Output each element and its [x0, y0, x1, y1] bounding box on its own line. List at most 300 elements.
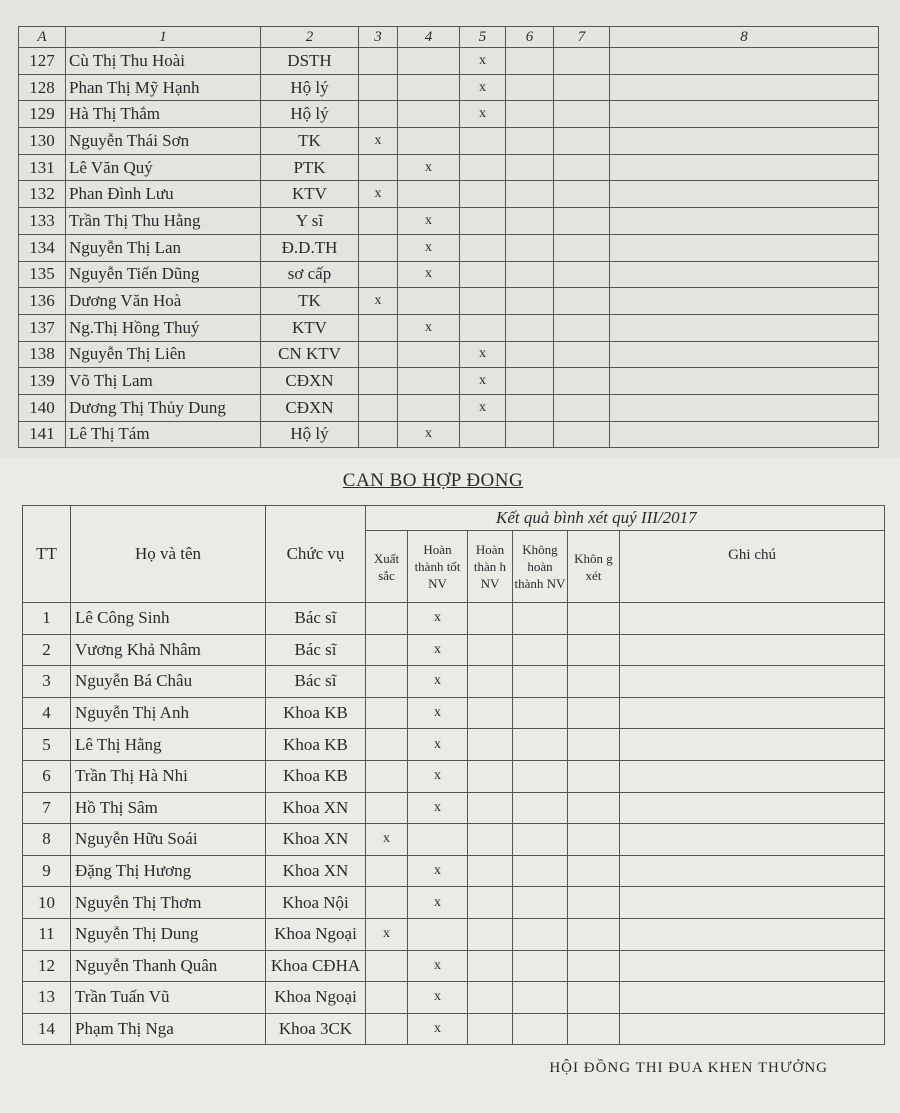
- col-header: 6: [506, 27, 554, 48]
- col6-cell: [506, 74, 554, 101]
- staff-name: Dương Văn Hoà: [66, 288, 261, 315]
- table-row: [23, 824, 885, 856]
- note-cell: [620, 887, 885, 919]
- good-mark: x: [408, 634, 468, 666]
- col3-mark: [359, 314, 398, 341]
- staff-position: KTV: [261, 314, 359, 341]
- row-number: 133: [19, 208, 66, 235]
- row-number: 129: [19, 101, 66, 128]
- good-mark: x: [408, 760, 468, 792]
- staff-position: Khoa Ngoại: [266, 918, 366, 950]
- table-row: [19, 128, 879, 155]
- col-header: 4: [398, 27, 460, 48]
- staff-position: Khoa KB: [266, 729, 366, 761]
- staff-position: Khoa Nội: [266, 887, 366, 919]
- col7-cell: [554, 234, 610, 261]
- table-row: [19, 341, 879, 368]
- staff-position: PTK: [261, 154, 359, 181]
- excellent-mark: [366, 950, 408, 982]
- col6-cell: [506, 101, 554, 128]
- excellent-mark: [366, 855, 408, 887]
- table-row: [19, 48, 879, 75]
- row-number: 9: [23, 855, 71, 887]
- col4-mark: [398, 181, 460, 208]
- table-row: [23, 760, 885, 792]
- col-header: 7: [554, 27, 610, 48]
- staff-position: DSTH: [261, 48, 359, 75]
- council-signature: HỘI ĐỒNG THI ĐUA KHEN THƯỞNG: [549, 1060, 828, 1076]
- col3-mark: x: [359, 128, 398, 155]
- good-mark: x: [408, 729, 468, 761]
- staff-name: Nguyễn Tiến Dũng: [66, 261, 261, 288]
- not-rated-header: Khôn g xét: [568, 531, 620, 603]
- col3-mark: [359, 394, 398, 421]
- col6-cell: [506, 421, 554, 448]
- col-header: 1: [66, 27, 261, 48]
- staff-name: Đặng Thị Hương: [71, 855, 266, 887]
- complete-cell: [468, 918, 513, 950]
- table-row: [19, 208, 879, 235]
- row-number: 132: [19, 181, 66, 208]
- tt-header: TT: [23, 506, 71, 603]
- staff-name: Trần Thị Hà Nhi: [71, 760, 266, 792]
- staff-table-continued: [18, 26, 879, 448]
- note-cell: [620, 666, 885, 698]
- col4-mark: x: [398, 261, 460, 288]
- staff-position: Khoa 3CK: [266, 1013, 366, 1045]
- note-cell: [620, 918, 885, 950]
- col7-cell: [554, 341, 610, 368]
- col8-cell: [610, 341, 879, 368]
- staff-name: Ng.Thị Hồng Thuý: [66, 314, 261, 341]
- row-number: 3: [23, 666, 71, 698]
- staff-name: Nguyễn Thị Liên: [66, 341, 261, 368]
- note-cell: [620, 760, 885, 792]
- col3-mark: [359, 101, 398, 128]
- col4-mark: x: [398, 208, 460, 235]
- row-number: 134: [19, 234, 66, 261]
- staff-name: Lê Thị Tám: [66, 421, 261, 448]
- column-number-row: [19, 27, 879, 48]
- col3-mark: [359, 154, 398, 181]
- table-row: [23, 887, 885, 919]
- row-number: 10: [23, 887, 71, 919]
- note-cell: [620, 697, 885, 729]
- col4-mark: [398, 288, 460, 315]
- col8-cell: [610, 368, 879, 395]
- complete-cell: [468, 760, 513, 792]
- note-cell: [620, 603, 885, 635]
- staff-position: Khoa Ngoại: [266, 982, 366, 1014]
- row-number: 135: [19, 261, 66, 288]
- staff-name: Phan Đình Lưu: [66, 181, 261, 208]
- staff-position: Bác sĩ: [266, 634, 366, 666]
- good-mark: x: [408, 792, 468, 824]
- excellent-mark: [366, 1013, 408, 1045]
- incomplete-cell: [513, 697, 568, 729]
- col3-mark: [359, 341, 398, 368]
- col7-cell: [554, 394, 610, 421]
- col4-mark: x: [398, 234, 460, 261]
- excellent-mark: [366, 634, 408, 666]
- row-number: 131: [19, 154, 66, 181]
- col3-mark: x: [359, 181, 398, 208]
- note-cell: [620, 950, 885, 982]
- row-number: 139: [19, 368, 66, 395]
- excellent-mark: [366, 729, 408, 761]
- section-title: [0, 470, 866, 492]
- table-row: [19, 394, 879, 421]
- rating-group-header: Kết quả bình xét quý III/2017: [366, 506, 885, 531]
- incomplete-cell: [513, 792, 568, 824]
- table-row: [23, 918, 885, 950]
- row-number: 5: [23, 729, 71, 761]
- excellent-mark: [366, 760, 408, 792]
- not-rated-cell: [568, 918, 620, 950]
- col8-cell: [610, 101, 879, 128]
- col4-mark: [398, 341, 460, 368]
- excellent-mark: [366, 603, 408, 635]
- col5-mark: x: [460, 101, 506, 128]
- excellent-mark: x: [366, 918, 408, 950]
- col8-cell: [610, 234, 879, 261]
- table-row: [19, 234, 879, 261]
- col7-cell: [554, 101, 610, 128]
- col7-cell: [554, 208, 610, 235]
- complete-cell: [468, 634, 513, 666]
- note-cell: [620, 982, 885, 1014]
- staff-name: Nguyễn Thị Anh: [71, 697, 266, 729]
- excellent-mark: [366, 887, 408, 919]
- table-row: [23, 855, 885, 887]
- staff-position: CĐXN: [261, 394, 359, 421]
- good-mark: [408, 824, 468, 856]
- complete-cell: [468, 982, 513, 1014]
- note-cell: [620, 792, 885, 824]
- col8-cell: [610, 154, 879, 181]
- good-header: Hoàn thành tốt NV: [408, 531, 468, 603]
- note-cell: [620, 729, 885, 761]
- complete-cell: [468, 950, 513, 982]
- staff-name: Trần Tuấn Vũ: [71, 982, 266, 1014]
- staff-position: Bác sĩ: [266, 603, 366, 635]
- staff-name: Trần Thị Thu Hằng: [66, 208, 261, 235]
- note-cell: [620, 855, 885, 887]
- staff-name: Nguyễn Hữu Soái: [71, 824, 266, 856]
- staff-name: Vương Khả Nhâm: [71, 634, 266, 666]
- staff-position: CĐXN: [261, 368, 359, 395]
- good-mark: x: [408, 950, 468, 982]
- incomplete-cell: [513, 950, 568, 982]
- col8-cell: [610, 208, 879, 235]
- col7-cell: [554, 181, 610, 208]
- col8-cell: [610, 394, 879, 421]
- col3-mark: x: [359, 288, 398, 315]
- not-rated-cell: [568, 634, 620, 666]
- staff-position: CN KTV: [261, 341, 359, 368]
- name-header: Họ và tên: [71, 506, 266, 603]
- not-rated-cell: [568, 666, 620, 698]
- incomplete-cell: [513, 666, 568, 698]
- staff-position: Hộ lý: [261, 101, 359, 128]
- not-rated-cell: [568, 697, 620, 729]
- staff-position: sơ cấp: [261, 261, 359, 288]
- col6-cell: [506, 288, 554, 315]
- staff-position: Bác sĩ: [266, 666, 366, 698]
- col5-mark: [460, 181, 506, 208]
- col7-cell: [554, 421, 610, 448]
- note-cell: [620, 1013, 885, 1045]
- col8-cell: [610, 314, 879, 341]
- staff-position: TK: [261, 128, 359, 155]
- table-row: [19, 314, 879, 341]
- col-header: 2: [261, 27, 359, 48]
- col3-mark: [359, 368, 398, 395]
- col5-mark: [460, 288, 506, 315]
- note-cell: [620, 824, 885, 856]
- col4-mark: x: [398, 314, 460, 341]
- incomplete-cell: [513, 729, 568, 761]
- col7-cell: [554, 74, 610, 101]
- note-cell: [620, 634, 885, 666]
- staff-position: TK: [261, 288, 359, 315]
- staff-position: Khoa XN: [266, 855, 366, 887]
- good-mark: x: [408, 1013, 468, 1045]
- complete-cell: [468, 666, 513, 698]
- col5-mark: [460, 234, 506, 261]
- complete-cell: [468, 887, 513, 919]
- row-number: 7: [23, 792, 71, 824]
- col5-mark: [460, 314, 506, 341]
- excellent-mark: [366, 666, 408, 698]
- table-row: [19, 368, 879, 395]
- table-row: [19, 74, 879, 101]
- staff-position: KTV: [261, 181, 359, 208]
- col5-mark: x: [460, 48, 506, 75]
- col4-mark: [398, 48, 460, 75]
- col3-mark: [359, 261, 398, 288]
- col8-cell: [610, 74, 879, 101]
- complete-cell: [468, 824, 513, 856]
- col6-cell: [506, 48, 554, 75]
- staff-position: Y sĩ: [261, 208, 359, 235]
- staff-position: Khoa CĐHA: [266, 950, 366, 982]
- col-header: 3: [359, 27, 398, 48]
- not-rated-cell: [568, 760, 620, 792]
- staff-position: Khoa KB: [266, 697, 366, 729]
- excellent-header: Xuất sắc: [366, 531, 408, 603]
- table-row: [23, 1013, 885, 1045]
- col5-mark: [460, 208, 506, 235]
- col-header: 5: [460, 27, 506, 48]
- good-mark: x: [408, 855, 468, 887]
- col7-cell: [554, 314, 610, 341]
- table-row: [19, 101, 879, 128]
- row-number: 137: [19, 314, 66, 341]
- col6-cell: [506, 394, 554, 421]
- col-header: 8: [610, 27, 879, 48]
- col8-cell: [610, 261, 879, 288]
- table-row: [19, 181, 879, 208]
- incomplete-cell: [513, 918, 568, 950]
- col5-mark: [460, 154, 506, 181]
- good-mark: x: [408, 982, 468, 1014]
- row-number: 130: [19, 128, 66, 155]
- not-rated-cell: [568, 603, 620, 635]
- col6-cell: [506, 368, 554, 395]
- staff-name: Lê Công Sinh: [71, 603, 266, 635]
- table-row: [23, 666, 885, 698]
- staff-position: Khoa XN: [266, 824, 366, 856]
- table-row: [23, 792, 885, 824]
- staff-name: Nguyễn Thị Thơm: [71, 887, 266, 919]
- complete-cell: [468, 792, 513, 824]
- incomplete-cell: [513, 887, 568, 919]
- col4-mark: x: [398, 154, 460, 181]
- col5-mark: x: [460, 74, 506, 101]
- col7-cell: [554, 261, 610, 288]
- not-rated-cell: [568, 982, 620, 1014]
- col-header: A: [19, 27, 66, 48]
- table-row: [23, 603, 885, 635]
- row-number: 11: [23, 918, 71, 950]
- good-mark: x: [408, 666, 468, 698]
- staff-name: Nguyễn Thị Lan: [66, 234, 261, 261]
- table-row: [23, 697, 885, 729]
- excellent-mark: [366, 982, 408, 1014]
- position-header: Chức vụ: [266, 506, 366, 603]
- col5-mark: x: [460, 394, 506, 421]
- col3-mark: [359, 421, 398, 448]
- excellent-mark: [366, 697, 408, 729]
- staff-name: Nguyễn Thanh Quân: [71, 950, 266, 982]
- row-number: 13: [23, 982, 71, 1014]
- incomplete-cell: [513, 760, 568, 792]
- col8-cell: [610, 288, 879, 315]
- col6-cell: [506, 208, 554, 235]
- staff-name: Nguyễn Thái Sơn: [66, 128, 261, 155]
- staff-name: Hà Thị Thắm: [66, 101, 261, 128]
- col3-mark: [359, 48, 398, 75]
- col7-cell: [554, 128, 610, 155]
- col6-cell: [506, 341, 554, 368]
- staff-position: Khoa KB: [266, 760, 366, 792]
- not-rated-cell: [568, 855, 620, 887]
- incomplete-cell: [513, 982, 568, 1014]
- complete-cell: [468, 697, 513, 729]
- excellent-mark: [366, 792, 408, 824]
- excellent-mark: x: [366, 824, 408, 856]
- row-number: 14: [23, 1013, 71, 1045]
- col7-cell: [554, 288, 610, 315]
- not-rated-cell: [568, 950, 620, 982]
- not-rated-cell: [568, 729, 620, 761]
- col7-cell: [554, 48, 610, 75]
- table-row: [23, 982, 885, 1014]
- staff-name: Nguyễn Bá Châu: [71, 666, 266, 698]
- header-row-1: [23, 506, 885, 531]
- complete-cell: [468, 1013, 513, 1045]
- col8-cell: [610, 128, 879, 155]
- staff-name: Dương Thị Thủy Dung: [66, 394, 261, 421]
- row-number: 141: [19, 421, 66, 448]
- staff-name: Phan Thị Mỹ Hạnh: [66, 74, 261, 101]
- table-row: [23, 950, 885, 982]
- col4-mark: [398, 128, 460, 155]
- staff-position: Khoa XN: [266, 792, 366, 824]
- complete-cell: [468, 603, 513, 635]
- col5-mark: x: [460, 341, 506, 368]
- table-row: [23, 634, 885, 666]
- staff-name: Phạm Thị Nga: [71, 1013, 266, 1045]
- col6-cell: [506, 261, 554, 288]
- table-row: [19, 421, 879, 448]
- staff-position: Đ.D.TH: [261, 234, 359, 261]
- col6-cell: [506, 314, 554, 341]
- col8-cell: [610, 181, 879, 208]
- staff-name: Võ Thị Lam: [66, 368, 261, 395]
- col3-mark: [359, 74, 398, 101]
- staff-name: Hồ Thị Sâm: [71, 792, 266, 824]
- good-mark: [408, 918, 468, 950]
- note-header: Ghi chú: [620, 531, 885, 603]
- complete-cell: [468, 729, 513, 761]
- incomplete-cell: [513, 855, 568, 887]
- section-title-text: CAN BO HỢP ĐONG: [342, 470, 524, 491]
- not-rated-cell: [568, 887, 620, 919]
- col6-cell: [506, 234, 554, 261]
- col6-cell: [506, 154, 554, 181]
- col8-cell: [610, 48, 879, 75]
- row-number: 1: [23, 603, 71, 635]
- col4-mark: [398, 368, 460, 395]
- col3-mark: [359, 208, 398, 235]
- row-number: 128: [19, 74, 66, 101]
- staff-name: Nguyễn Thị Dung: [71, 918, 266, 950]
- col5-mark: [460, 421, 506, 448]
- staff-name: Lê Thị Hằng: [71, 729, 266, 761]
- col5-mark: [460, 261, 506, 288]
- row-number: 6: [23, 760, 71, 792]
- incomplete-cell: [513, 634, 568, 666]
- col4-mark: x: [398, 421, 460, 448]
- col5-mark: x: [460, 368, 506, 395]
- col6-cell: [506, 181, 554, 208]
- col8-cell: [610, 421, 879, 448]
- table-row: [19, 154, 879, 181]
- row-number: 127: [19, 48, 66, 75]
- row-number: 140: [19, 394, 66, 421]
- staff-name: Cù Thị Thu Hoài: [66, 48, 261, 75]
- incomplete-cell: [513, 824, 568, 856]
- col5-mark: [460, 128, 506, 155]
- col4-mark: [398, 394, 460, 421]
- incomplete-cell: [513, 603, 568, 635]
- not-rated-cell: [568, 1013, 620, 1045]
- complete-header: Hoàn thàn h NV: [468, 531, 513, 603]
- staff-name: Lê Văn Quý: [66, 154, 261, 181]
- table-row: [19, 288, 879, 315]
- col6-cell: [506, 128, 554, 155]
- not-rated-cell: [568, 792, 620, 824]
- table-row: [23, 729, 885, 761]
- row-number: 12: [23, 950, 71, 982]
- row-number: 138: [19, 341, 66, 368]
- col4-mark: [398, 101, 460, 128]
- good-mark: x: [408, 697, 468, 729]
- contract-staff-table: [22, 505, 885, 1045]
- not-rated-cell: [568, 824, 620, 856]
